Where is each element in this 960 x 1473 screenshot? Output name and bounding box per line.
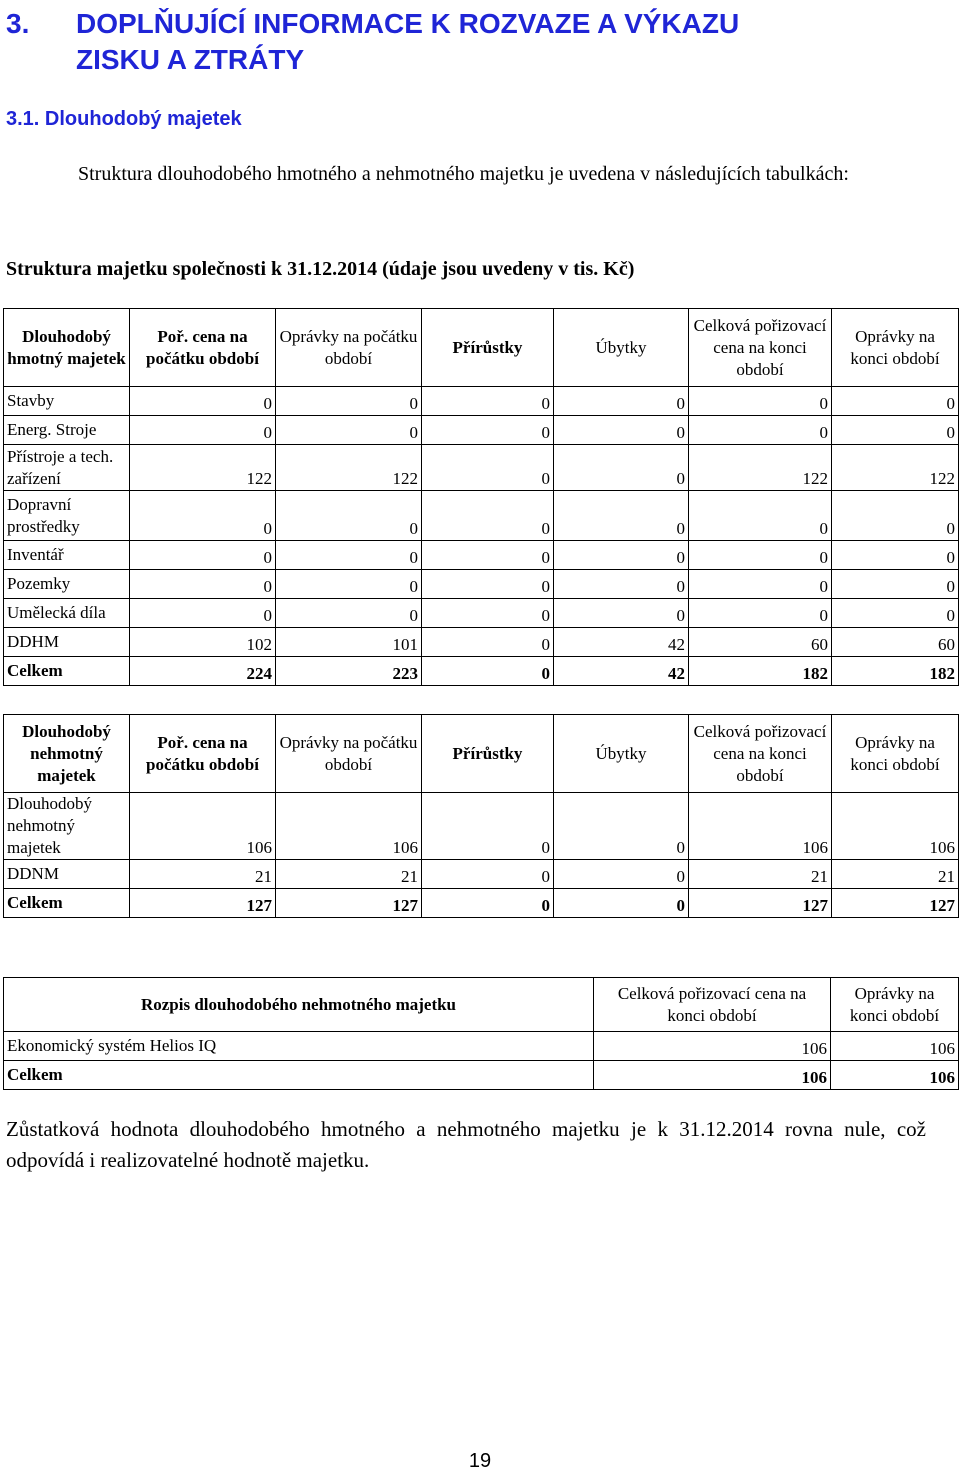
cell-value: 0 [832,416,959,445]
cell-value: 0 [422,570,554,599]
cell-value: 0 [554,416,689,445]
page-number: 19 [468,1450,492,1472]
header-total-cost-end: Celková pořizovací cena na konci období [594,978,831,1032]
cell-value: 0 [689,491,832,541]
header-depreciation-end: Oprávky na konci období [831,978,959,1032]
row-label: DDNM [4,860,130,889]
cell-value: 60 [832,628,959,657]
cell-value: 42 [554,628,689,657]
cell-value: 106 [276,793,422,860]
header-initial-depreciation: Oprávky na počátku období [276,309,422,387]
cell-value: 0 [832,387,959,416]
cell-value: 0 [689,541,832,570]
row-label: Přístroje a tech. zařízení [4,445,130,491]
cell-value: 127 [130,889,276,918]
cell-value: 0 [422,657,554,686]
cell-value: 122 [689,445,832,491]
cell-value: 0 [422,416,554,445]
cell-value: 21 [130,860,276,889]
closing-paragraph: Zůstatková hodnota dlouhodobého hmotného a nehmotného majetku je k 31.12.2014 rovna nule, což odpovídá i realizovatelné hodnotě majetku. [6,1117,926,1172]
cell-value: 0 [422,599,554,628]
table-row [4,491,959,541]
cell-value: 106 [831,1061,959,1090]
header-depreciation-end: Oprávky na konci období [832,715,959,793]
cell-value: 102 [130,628,276,657]
cell-value: 106 [831,1032,959,1061]
header-tangible: Dlouhodobý hmotný majetek [4,309,130,387]
intangible-breakdown-table [3,977,959,1090]
table-caption: Struktura majetku společnosti k 31.12.2014 (údaje jsou uvedeny v tis. Kč) [6,258,635,280]
table-row [4,570,959,599]
cell-value: 106 [130,793,276,860]
cell-value: 0 [554,860,689,889]
table-row [4,1032,959,1061]
cell-value: 0 [422,445,554,491]
header-breakdown: Rozpis dlouhodobého nehmotného majetku [4,978,594,1032]
header-additions: Přírůstky [422,715,554,793]
cell-value: 0 [276,491,422,541]
cell-value: 0 [276,416,422,445]
total-row [4,889,959,918]
table-row [4,599,959,628]
cell-value: 42 [554,657,689,686]
cell-value: 182 [832,657,959,686]
table-row [4,445,959,491]
tangible-assets-body [4,387,959,686]
intangible-assets-table [3,714,959,918]
cell-value: 106 [594,1032,831,1061]
table-row [4,793,959,860]
cell-value: 0 [554,599,689,628]
cell-value: 223 [276,657,422,686]
cell-value: 0 [689,416,832,445]
subsection-heading: 3.1. Dlouhodobý majetek [6,108,242,130]
cell-value: 0 [130,491,276,541]
row-label: Celkem [4,657,130,686]
header-additions: Přírůstky [422,309,554,387]
cell-value: 106 [832,793,959,860]
section-number: 3. [6,8,30,39]
row-label: Dopravní prostředky [4,491,130,541]
row-label: Celkem [4,889,130,918]
cell-value: 122 [130,445,276,491]
cell-value: 127 [689,889,832,918]
cell-value: 0 [554,889,689,918]
row-label: DDHM [4,628,130,657]
row-label: Stavby [4,387,130,416]
intangible-assets-body [4,793,959,918]
cell-value: 0 [832,491,959,541]
cell-value: 0 [689,387,832,416]
total-row [4,657,959,686]
header-initial-cost: Poř. cena na počátku období [130,309,276,387]
header-disposals: Úbytky [554,715,689,793]
cell-value: 0 [130,387,276,416]
cell-value: 127 [276,889,422,918]
section-heading [6,6,946,78]
header-depreciation-end: Oprávky na konci období [832,309,959,387]
cell-value: 0 [832,541,959,570]
cell-value: 224 [130,657,276,686]
cell-value: 0 [422,860,554,889]
cell-value: 106 [594,1061,831,1090]
cell-value: 0 [276,570,422,599]
header-disposals: Úbytky [554,309,689,387]
cell-value: 21 [276,860,422,889]
section-title-line1: DOPLŇUJÍCÍ INFORMACE K ROZVAZE A VÝKAZU [76,8,740,39]
intangible-breakdown-body [4,1032,959,1090]
header-total-cost-end: Celková pořizovací cena na konci období [689,715,832,793]
cell-value: 101 [276,628,422,657]
row-label: Dlouhodobý nehmotný majetek [4,793,130,860]
header-initial-cost: Poř. cena na počátku období [130,715,276,793]
cell-value: 0 [422,491,554,541]
header-intangible: Dlouhodobý nehmotný majetek [4,715,130,793]
row-label: Energ. Stroje [4,416,130,445]
cell-value: 21 [689,860,832,889]
cell-value: 0 [554,445,689,491]
table-row [4,628,959,657]
table-row [4,860,959,889]
cell-value: 0 [554,491,689,541]
cell-value: 0 [422,793,554,860]
cell-value: 21 [832,860,959,889]
table-row [4,387,959,416]
cell-value: 0 [832,599,959,628]
cell-value: 0 [130,599,276,628]
cell-value: 0 [554,793,689,860]
table-row [4,541,959,570]
row-label: Ekonomický systém Helios IQ [4,1032,594,1061]
cell-value: 0 [422,628,554,657]
cell-value: 0 [689,599,832,628]
row-label: Celkem [4,1061,594,1090]
header-total-cost-end: Celková pořizovací cena na konci období [689,309,832,387]
row-label: Pozemky [4,570,130,599]
cell-value: 0 [832,570,959,599]
section-title-line2: ZISKU A ZTRÁTY [76,44,305,75]
row-label: Inventář [4,541,130,570]
cell-value: 0 [130,416,276,445]
cell-value: 122 [832,445,959,491]
cell-value: 0 [276,387,422,416]
cell-value: 122 [276,445,422,491]
cell-value: 127 [832,889,959,918]
cell-value: 0 [276,541,422,570]
row-label: Umělecká díla [4,599,130,628]
intro-paragraph: Struktura dlouhodobého hmotného a nehmotného majetku je uvedena v následujících tabulkách: [78,163,849,185]
header-initial-depreciation: Oprávky na počátku období [276,715,422,793]
cell-value: 0 [276,599,422,628]
cell-value: 0 [130,541,276,570]
cell-value: 0 [422,387,554,416]
table-row [4,416,959,445]
tangible-assets-table [3,308,959,686]
cell-value: 0 [422,889,554,918]
cell-value: 0 [554,570,689,599]
cell-value: 182 [689,657,832,686]
cell-value: 60 [689,628,832,657]
cell-value: 0 [130,570,276,599]
cell-value: 0 [554,387,689,416]
cell-value: 106 [689,793,832,860]
cell-value: 0 [554,541,689,570]
total-row [4,1061,959,1090]
cell-value: 0 [689,570,832,599]
cell-value: 0 [422,541,554,570]
